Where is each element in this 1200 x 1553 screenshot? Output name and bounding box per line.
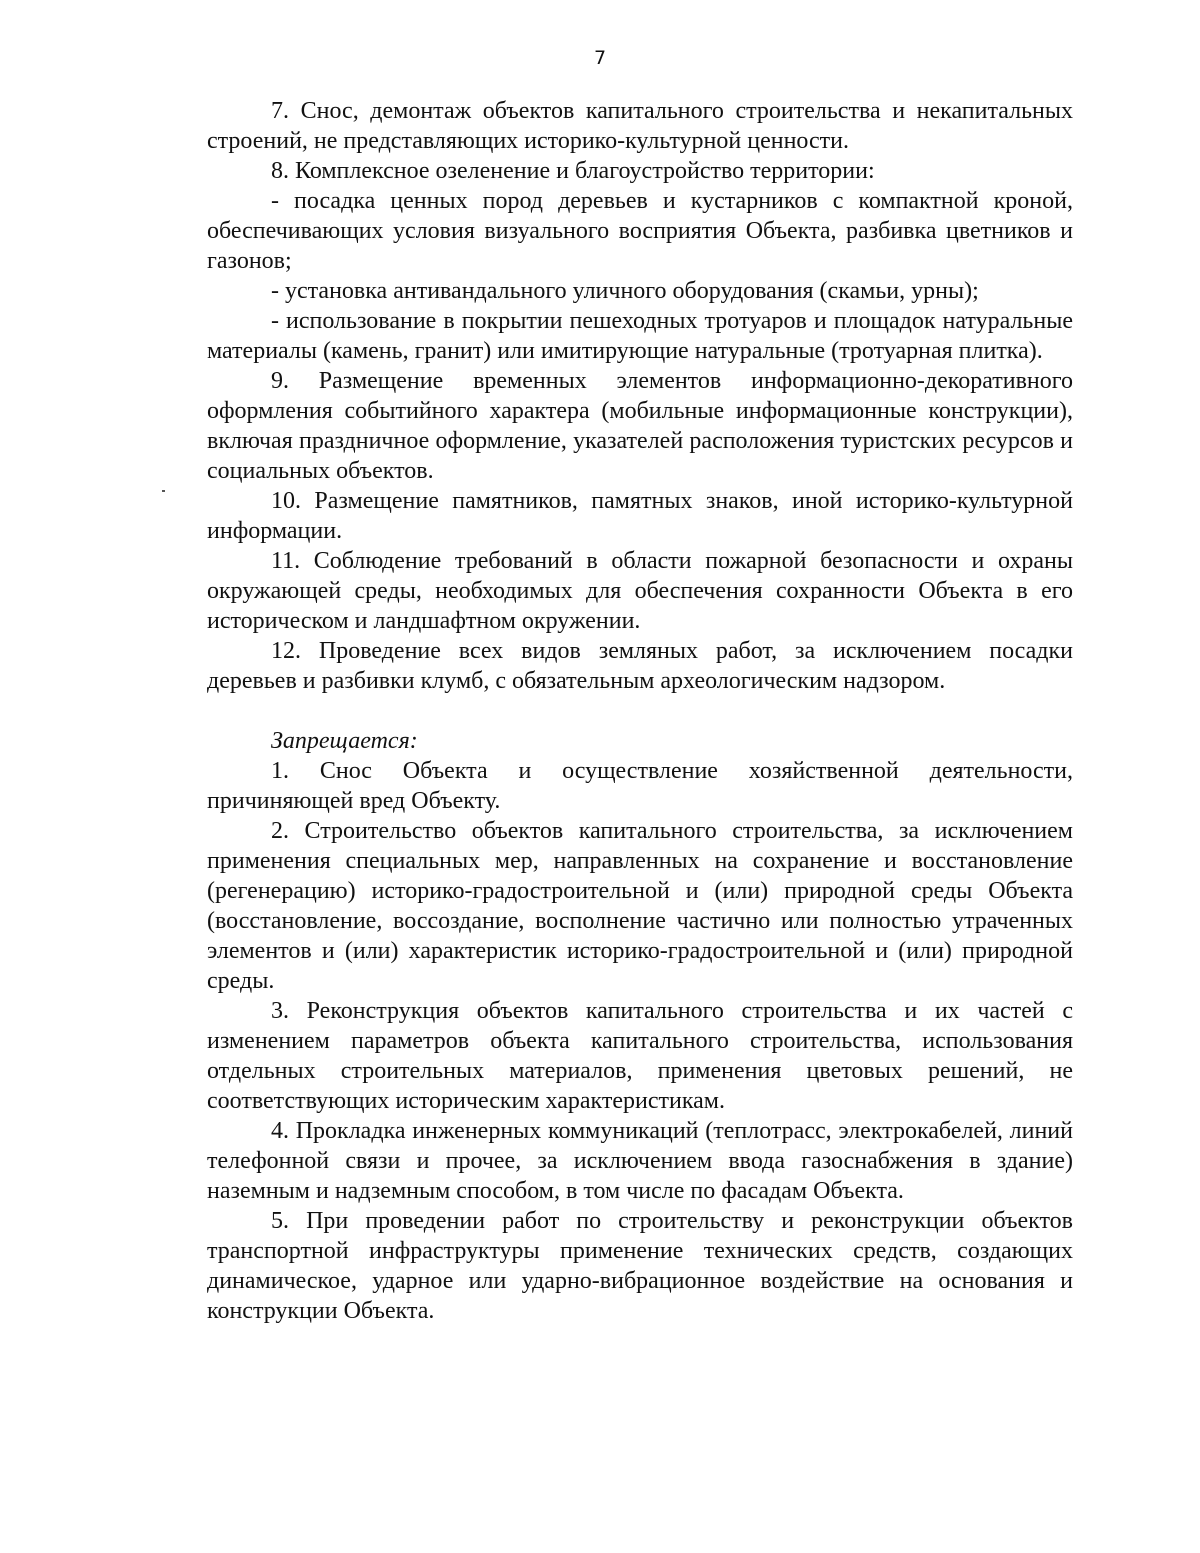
page-number: 7: [593, 47, 607, 69]
paragraph-item-8: 8. Комплексное озеленение и благоустройство территории:: [271, 158, 875, 184]
paragraph-item-10: 10. Размещение памятников, памятных знаков, иной историко-культурной информации.: [207, 488, 1073, 544]
paragraph-item-12: 12. Проведение всех видов земляных работ, за исключением посадки деревьев и разбивки клумб, с обязательным археологическим надзором.: [207, 638, 1073, 694]
paragraph-item-8-paving: - использование в покрытии пешеходных тротуаров и площадок натуральные материалы (камень, гранит) или имитирующие натуральные (тротуарная плитка).: [207, 308, 1073, 364]
paragraph-item-11: 11. Соблюдение требований в области пожарной безопасности и охраны окружающей среды, необходимых для обеспечения сохранности Объекта в его историческом и ландшафтном окружении.: [207, 548, 1073, 634]
prohibited-item-5: 5. При проведении работ по строительству и реконструкции объектов транспортной инфраструктуры применение технических средств, создающих динамическое, ударное или ударно-вибрационное воздействие на основания и конструкции Объекта.: [207, 1208, 1073, 1324]
prohibited-item-3: 3. Реконструкция объектов капитального строительства и их частей с изменением параметров объекта капитального строительства, использования отдельных строительных материалов, применения цветовых решений, не соответствующих историческим характеристикам.: [207, 998, 1073, 1114]
paragraph-item-8-equipment: - установка антивандального уличного оборудования (скамьи, урны);: [271, 278, 979, 304]
paragraph-item-9: 9. Размещение временных элементов информационно-декоративного оформления событийного характера (мобильные информационные конструкции), включая праздничное оформление, указателей расположения туристских ресурсов и социальных объектов.: [207, 368, 1073, 484]
paragraph-item-8-planting: - посадка ценных пород деревьев и кустарников с компактной кроной, обеспечивающих условия визуального восприятия Объекта, разбивка цветников и газонов;: [207, 188, 1073, 274]
prohibited-heading: Запрещается:: [271, 728, 418, 754]
document-body: [207, 96, 1073, 1326]
prohibited-item-1: 1. Снос Объекта и осуществление хозяйственной деятельности, причиняющей вред Объекту.: [207, 758, 1073, 814]
prohibited-item-4: 4. Прокладка инженерных коммуникаций (теплотрасс, электрокабелей, линий телефонной связи и прочее, за исключением ввода газоснабжения в здание) наземным и надземным способом, в том числе по фасадам Объекта.: [207, 1118, 1073, 1204]
scan-speck: [162, 490, 165, 492]
paragraph-item-7: 7. Снос, демонтаж объектов капитального строительства и некапитальных строений, не представляющих историко-культурной ценности.: [207, 98, 1073, 154]
prohibited-item-2: 2. Строительство объектов капитального строительства, за исключением применения специальных мер, направленных на сохранение и восстановление (регенерацию) историко-градостроительной и (или) природной среды Объекта (восстановление, воссоздание, восполнение частично или полностью утраченных элементов и (или) характеристик историко-градостроительной и (или) природной среды.: [207, 818, 1073, 994]
